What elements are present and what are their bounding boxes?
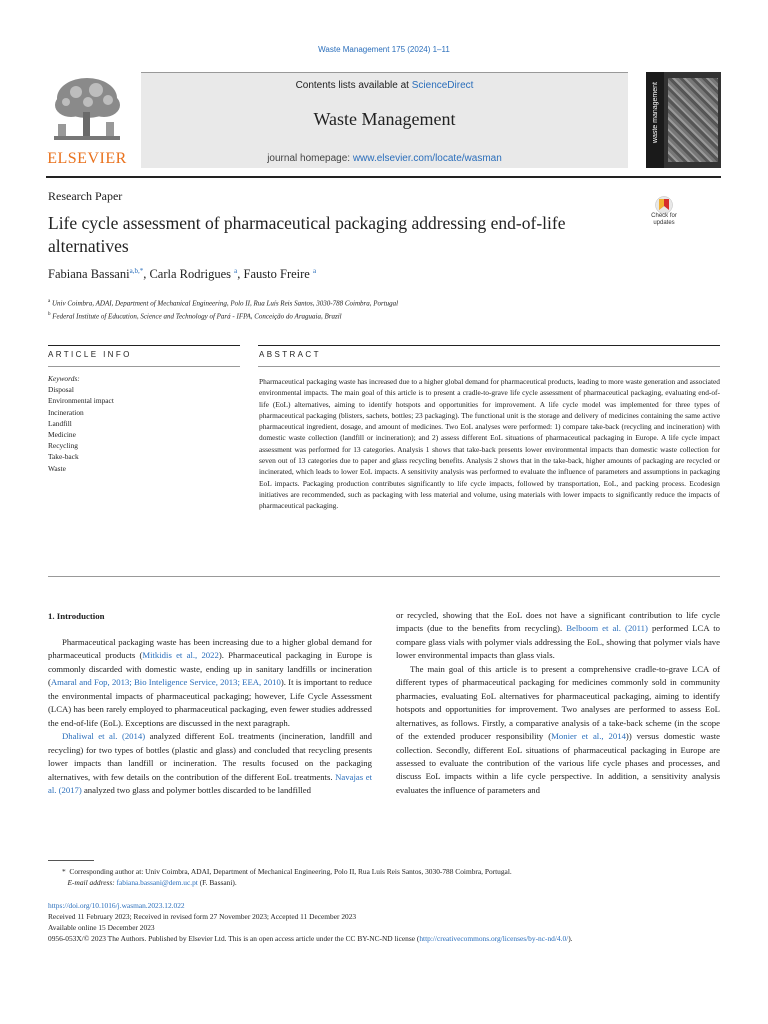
cover-title: waste management [652,82,659,144]
license-suffix: ). [568,934,573,943]
license-link[interactable]: http://creativecommons.org/licenses/by-nc-nd/4.0/ [419,934,569,943]
abstract-text: Pharmaceutical packaging waste has increased due to a higher global demand for pharmaceutical products, leading to more waste generation and associated environmental impacts. The main goal of this article is to present a cradle-to-grave life cycle assessment of pharmaceutical packaging, evaluating end-of-life (EoL) alternatives, aiming to identify hotspots and opportunities for improvement. A life cycle model was implemented for three types of pharmaceutical packaging (blisters, sachets, bottles; 23 packaging). The functional unit is the storage and delivery of medicines containing the same active pharmaceutical ingredient, dosage, and amount of medicines. Two EoL analyses were performed: 1) compare take-back (recycling and incineration) with domestic waste collection (landfill or incineration); and 2) assess different EoL situations of pharmaceutical packaging in Europe. A life cycle impact assessment was performed for 13 categories. Analysis 1 shows that take-back presents lower environmental impacts than domestic waste collection for seven out of 13 categories due to paper and glass recycling benefits. Analysis 2 shows that in the take-back, higher amounts of packaging are recycled or incinerated, which leads to lower EoL impacts. A sensitivity analysis was performed to evaluate the influence of parameters and assumptions in packaging EoL impacts. Packaging production contributes significantly to life cycle impacts, followed by transportation, EoL, and packing process. Ecodesign initiatives are recommended, such as packaging with less material and volume, using materials with lower impacts to significantly reduce the impacts of pharmaceutical packaging. [259,377,720,511]
author-name[interactable]: Fausto Freire [243,267,310,282]
paragraph-text: ). It is important to reduce the environmental impacts of pharmaceutical packaging; however, Life Cycle Assessment (LCA) has been rarely employed to pharmaceutical packaging, even fewer studies addressed the end-of-life (EoL). Exceptions are discussed in the next paragraph. [48,677,372,728]
keywords-heading: Keywords: [48,374,80,383]
corresponding-text: Corresponding author at: Univ Coimbra, ADAI, Department of Mechanical Engineering, Polo II, Rua Luís Reis Santos, 3030-788 Coimbra, Portugal. [69,867,512,876]
paper-type: Research Paper [48,189,123,203]
paragraph-text: or recycled, showing that the EoL does not have a significant contribution to life cycle impacts (due to the benefits from recycling). [396,610,720,634]
email-link[interactable]: fabiana.bassani@dem.uc.pt [116,878,198,887]
intro-paragraph [396,609,720,663]
article-info-heading: ARTICLE INFO [48,350,132,359]
keyword: Incineration [48,407,84,417]
article-history [48,900,720,944]
intro-column-right [396,609,720,797]
keyword: Recycling [48,441,78,451]
footnote-mark: * [62,867,66,876]
author-marks[interactable]: a [234,267,238,275]
elsevier-wordmark: ELSEVIER [47,150,127,167]
header-rule [46,176,721,178]
journal-citation-link[interactable]: Waste Management 175 (2024) 1–11 [318,45,450,54]
citation-link[interactable]: Monier et al., 2014 [551,731,626,742]
author-marks[interactable]: a [312,267,317,275]
author-marks[interactable]: a,b,* [129,267,144,275]
paragraph-text: The main goal of this article is to present a comprehensive cradle-to-grave LCA of different types of pharmaceutical packaging for medicines commonly sold in community pharmacies, evaluating EoL alternatives for pharmaceutical packaging, aiming to identify hotspots and opportunities for improvement. Two analyses are performed to assess EoL alternatives, as follows. Firstly, a comparative analysis of a take-back scheme (in the scope of the extended producer responsibility ( [396,663,720,742]
contents-prefix: Contents lists available at [295,80,412,91]
doi-link[interactable]: https://doi.org/10.1016/j.wasman.2023.12.022 [48,901,185,910]
homepage-link[interactable]: www.elsevier.com/locate/wasman [352,153,502,164]
elsevier-tree-icon [46,72,128,146]
paragraph-text: analyzed two glass and polymer bottles discarded to be landfilled [81,784,311,795]
paragraph-text: analyzed different EoL treatments (incineration, landfill and recycling) for two types of bottles (plastic and glass) and concluded that recycling presents lower impacts than landfill or incineration. The results focused on the packaging alternatives, with few details on the contribution of the different EoL treatments. [48,731,372,782]
email-label: E-mail address: [67,878,117,887]
author-name[interactable]: Carla Rodrigues [149,267,232,282]
footnote-rule [48,860,94,861]
citation-link[interactable]: Navajas et al. (2017) [48,771,373,795]
journal-title: Waste Management [313,109,456,129]
article-title: Life cycle assessment of pharmaceutical packaging addressing end-of-life alternatives [48,213,566,256]
citation-link[interactable]: Mitkidis et al., 2022 [142,650,219,661]
intro-column-left [48,636,372,797]
affiliation-mark: a [48,299,51,304]
intro-paragraph [48,730,372,797]
author-name[interactable]: Fabiana Bassani [48,267,130,282]
abstract-subrule [258,366,720,367]
intro-paragraph [396,663,720,798]
abstract-heading: ABSTRACT [259,350,321,359]
check-for-updates-button[interactable] [648,196,680,230]
paragraph-text: performed LCA to compare glass vials with polymer vials addressing the EoL, showing that polymer vials have lower environmental impacts than glass vials. [396,623,720,661]
available-online: Available online 15 December 2023 [48,923,155,932]
affiliation [48,309,398,322]
section-heading-introduction: 1. Introduction [48,611,105,621]
keyword: Waste [48,463,66,473]
homepage-line [141,153,628,164]
keyword: Landfill [48,418,72,428]
email-note [62,877,512,888]
paragraph-text: ). Pharmaceutical packaging in Europe is commonly discarded with domestic waste, ending up in sanitary landfills or incineration ( [48,650,373,688]
abstract-rule [258,345,720,346]
affiliation-text: Univ Coimbra, ADAI, Department of Mechanical Engineering, Polo II, Rua Luís Reis Santos, 3030-788 Coimbra, Portugal [51,299,399,308]
affiliation-text: Federal Institute of Education, Science and Technology of Pará - IFPA, Conceição do Araguaia, Brazil [52,312,342,321]
citation-link[interactable]: Amaral and Fop, 2013; Bio Inteligence Service, 2013; EEA, 2010 [50,677,281,688]
keyword: Disposal [48,385,74,395]
affiliations [48,296,398,323]
abstract-bottom-rule [48,576,720,577]
license-prefix: 0956-053X/© 2023 The Authors. Published by Elsevier Ltd. This is an open access article under the CC BY-NC-ND license ( [48,934,420,943]
sciencedirect-link[interactable]: ScienceDirect [411,80,474,91]
keyword: Take-back [48,452,79,462]
email-suffix: (F. Bassani). [197,878,237,887]
keyword: Environmental impact [48,396,114,406]
affiliation [48,296,398,309]
journal-banner [141,72,628,168]
corresponding-author-note [62,866,512,877]
article-info-subrule [48,366,240,367]
crossmark-icon [648,196,680,214]
article-info-rule [48,345,240,346]
cover-image [668,78,718,162]
keyword: Medicine [48,430,76,440]
homepage-prefix: journal homepage: [267,153,353,164]
elsevier-logo[interactable] [46,72,128,168]
author-list: Fabiana Bassani$^{a,b,*}$, Carla Rodrigues $^a$, Fausto Freire $^a$ [48,267,317,282]
journal-cover-thumbnail[interactable] [646,72,721,168]
license-line [48,933,720,944]
paragraph-text: Pharmaceutical packaging waste has been increasing due to a higher global demand for pharmaceutical products ( [48,637,372,661]
citation-link[interactable]: Dhaliwal et al. (2014) [62,731,146,742]
contents-line [141,80,628,91]
keywords-list [48,373,114,474]
intro-paragraph [48,636,372,730]
received-dates: Received 11 February 2023; Received in revised form 27 November 2023; Accepted 11 December 2023 [48,912,357,921]
paragraph-text: )) versus domestic waste collection. Secondly, different EoL situations of pharmaceutical packaging in Europe are assessed to evaluate the contribution of the various life cycle phases and processes, and discuss EoL impacts within a life cycle perspective. In addition, a sensitivity analysis evaluates the influence of parameters and [396,731,720,795]
crossmark-label: Check for updates [651,213,677,226]
citation-link[interactable]: Belboom et al. (2011) [566,623,648,634]
affiliation-mark: b [48,312,51,318]
footnotes [62,866,512,888]
